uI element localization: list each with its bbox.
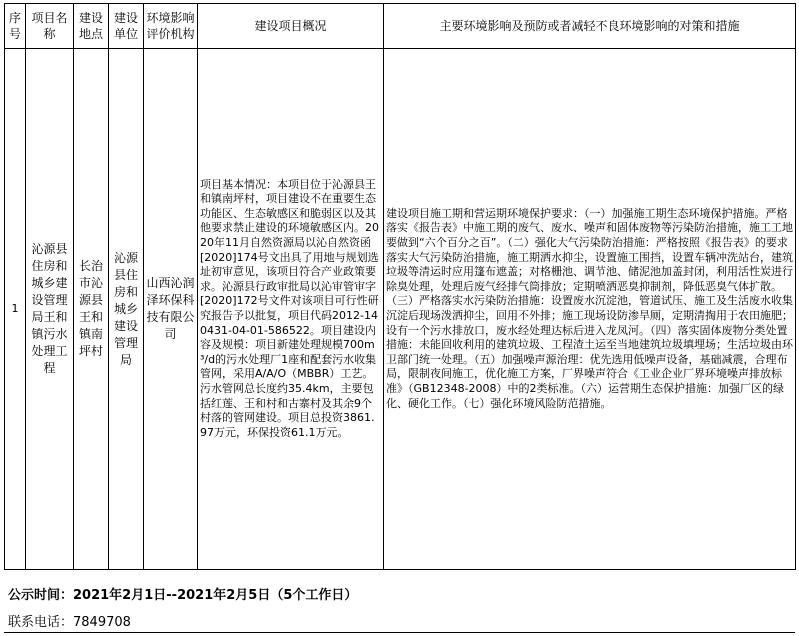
- cell-overview: 项目基本情况：本项目位于沁源县王和镇南坪村，项目建设不在重要生态功能区、生态敏感区和脆弱区以及其他要求禁止建设的环境敏感区内。2020年11月自然资源局以沁自然资函[2020]174号文出具了用地与规划选址初审意见，该项目符合产业政策要求。沁源县行政审批局以沁审管审字[2020]172号文件对该项目可行性研究报告予以批复，项目代码2012-140431-04-01-586522。项目建设内容及规模：项目新建处理规模700m³/d的污水处理厂1座和配套污水收集管网，采用A/A/O（MBBR）工艺。污水管网总长度约35.4km，主要包括红莲、王和村和古寨村及其余9个村落的管网建设。项目总投资3861.97万元，环保投资61.1万元。: [198, 49, 384, 570]
- header-no: 序号: [5, 4, 26, 49]
- eia-announcement-table: [4, 3, 796, 570]
- cell-unit: 沁源县住房和城乡建设管理局: [109, 49, 144, 570]
- contact-phone: 联系电话：7849708: [8, 615, 131, 630]
- bottom-divider: [4, 632, 795, 633]
- cell-measures: 建设项目施工期和营运期环境保护要求：（一）加强施工期生态环境保护措施。严格落实《报告表》中施工期的废气、废水、噪声和固体废物等污染防治措施，施工工地要做到“六个百分之百”。（二）强化大气污染防治措施：严格按照《报告表》的要求落实大气污染防治措施，施工期洒水抑尘，设置施工围挡，设置车辆冲洗站台，建筑垃圾等清运时应用篷布遮盖；对格栅池、调节池、储泥池加盖封闭，利用活性炭进行除臭处理，处理后废气经排气筒排放；定期喷洒恶臭抑制剂，降低恶臭气体扩散。（三）严格落实水污染防治措施：设置废水沉淀池，管道试压、施工及生活废水收集沉淀后现场泼洒抑尘，回用不外排；施工现场设防渗旱厕，定期清掏用于农田施肥；设有一个污水排放口，废水经处理达标后进入龙凤河。（四）落实固体废物分类处置措施：未能回收利用的建筑垃圾、工程渣土运至当地建筑垃圾填埋场；生活垃圾由环卫部门统一处理。（五）加强噪声源治理：优先选用低噪声设备，基础减震，合理布局，限制夜间施工，优化施工方案，厂界噪声符合《工业企业厂界环境噪声排放标准》（GB12348-2008）中的2类标准。（六）运营期生态保护措施：加强厂区的绿化、硬化工作。（七）强化环境风险防范措施。: [384, 49, 796, 570]
- header-location: 建设地点: [74, 4, 109, 49]
- cell-location: 长治市沁源县王和镇南坪村: [74, 49, 109, 570]
- header-measures: 主要环境影响及预防或者减轻不良环境影响的对策和措施: [384, 4, 796, 49]
- header-row: [5, 4, 796, 49]
- header-project-name: 项目名称: [26, 4, 74, 49]
- table-row: [5, 49, 796, 570]
- cell-project-name: 沁源县住房和城乡建设管理局王和镇污水处理工程: [26, 49, 74, 570]
- header-unit: 建设单位: [109, 4, 144, 49]
- cell-agency: 山西沁润泽环保科技有限公司: [144, 49, 198, 570]
- cell-no: 1: [5, 49, 26, 570]
- publish-time: 公示时间：2021年2月1日--2021年2月5日（5个工作日）: [8, 588, 358, 603]
- header-agency: 环境影响评价机构: [144, 4, 198, 49]
- header-overview: 建设项目概况: [198, 4, 384, 49]
